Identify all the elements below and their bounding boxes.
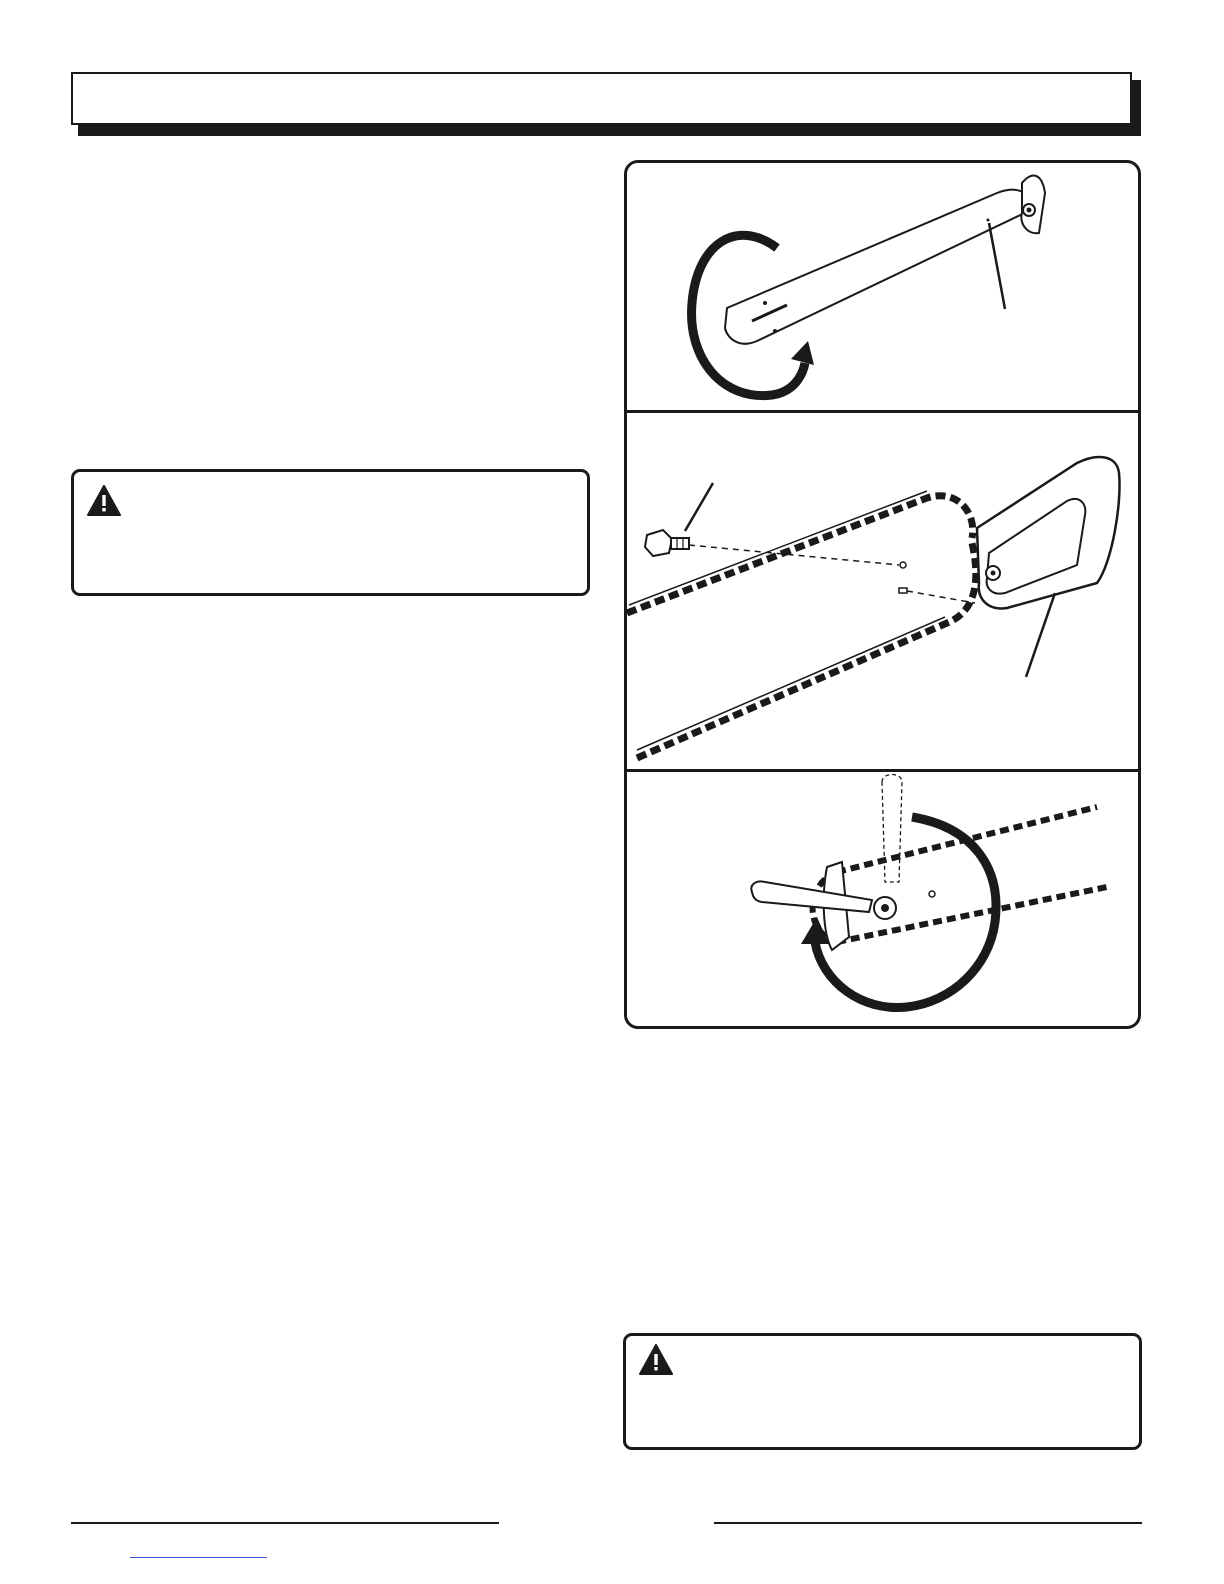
wrench-tighten-illustration — [627, 772, 1138, 1029]
warning-box-2 — [623, 1333, 1142, 1450]
warning-box-1 — [71, 469, 590, 596]
warning-triangle-icon — [87, 485, 121, 517]
footer-link-underline[interactable] — [130, 1557, 267, 1558]
page-header — [71, 72, 1132, 125]
warning-triangle-icon — [639, 1344, 673, 1376]
figure-panel — [624, 160, 1141, 1029]
bar-rotation-illustration — [627, 163, 1138, 410]
footer-rule-left — [71, 1522, 499, 1524]
footer-rule-right — [714, 1522, 1142, 1524]
chain-bar-cover-illustration — [627, 413, 1138, 769]
